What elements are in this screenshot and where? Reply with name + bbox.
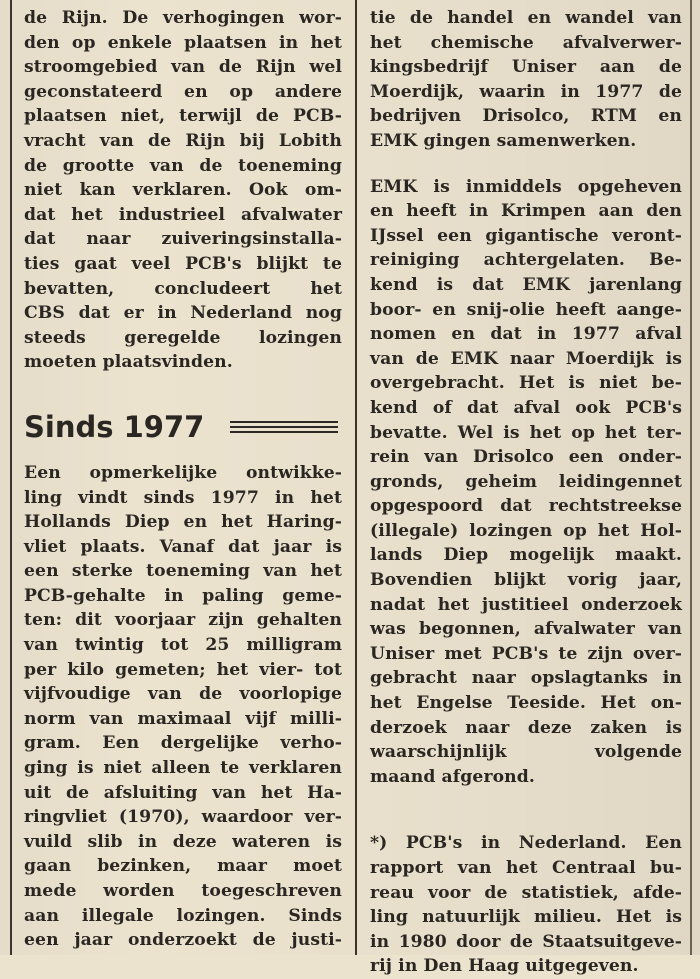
text-line: ging is niet alleen te verklaren — [24, 758, 342, 779]
subheading: Sinds 1977 — [24, 409, 205, 444]
text-line: nomen en dat in 1977 afval — [370, 324, 682, 345]
text-line: Uniser met PCB's te zijn over- — [370, 643, 682, 664]
column-divider-rule — [355, 0, 357, 955]
column2-paragraph-1 — [370, 6, 682, 154]
text-line: ling natuurlijk milieu. Het is — [370, 907, 682, 928]
text-line: kend is dat EMK jarenlang — [370, 274, 682, 295]
footnote — [370, 831, 682, 979]
text-line: waarschijnlijk volgende — [370, 742, 682, 763]
text-line: tie de handel en wandel van — [370, 8, 682, 28]
text-line: bedrijven Drisolco, RTM en — [370, 106, 682, 127]
text-line: (illegale) lozingen op het Hol- — [370, 520, 682, 541]
text-line: derzoek naar deze zaken is — [370, 717, 682, 738]
text-line: kend of dat afval ook PCB's — [370, 397, 682, 418]
text-line: vracht van de Rijn bij Lobith — [24, 130, 342, 151]
text-line: uit de afsluiting van het Ha- — [24, 782, 342, 803]
text-line: ten: dit voorjaar zijn gehalten — [24, 610, 342, 631]
column2-paragraph-2 — [370, 175, 682, 790]
text-line: gaan bezinken, maar moet — [24, 856, 342, 877]
text-line: en heeft in Krimpen aan den — [370, 201, 682, 222]
text-line: aan illegale lozingen. Sinds — [24, 905, 342, 926]
footnote-gap — [370, 789, 682, 831]
text-line: den op enkele plaatsen in het — [24, 32, 342, 53]
text-line: kingsbedrijf Uniser aan de — [370, 57, 682, 78]
text-line: was begonnen, afvalwater van — [370, 619, 682, 640]
text-line: ties gaat veel PCB's blijkt te — [24, 253, 342, 274]
text-line: Bovendien blijkt vorig jaar, — [370, 570, 682, 591]
text-line: EMK is inmiddels opgeheven — [370, 176, 682, 197]
text-line: maand afgerond. — [370, 766, 535, 787]
text-line: opgespoord dat rechtstreekse — [370, 496, 682, 517]
text-line: bevatten, concludeert het — [24, 278, 342, 299]
text-line: gebracht naar opslagtanks in — [370, 668, 682, 689]
text-line: boor- en snij-olie heeft aange- — [370, 299, 682, 320]
text-line: overgebracht. Het is niet be- — [370, 373, 682, 394]
text-line: rij in Den Haag uitgegeven. — [370, 956, 639, 977]
article-column-1 — [24, 6, 342, 953]
right-edge-rule — [690, 0, 692, 955]
text-line: gram. Een dergelijke verho- — [24, 733, 342, 754]
left-column-rule — [10, 0, 12, 955]
text-line: steeds geregelde lozingen — [24, 327, 342, 348]
text-line: norm van maximaal vijf milli- — [24, 708, 342, 729]
text-line: vijfvoudige van de voorlopige — [24, 684, 342, 705]
text-line: mede worden toegeschreven — [24, 881, 342, 901]
column1-paragraph-1 — [24, 6, 342, 375]
text-line: ringvliet (1970), waardoor ver- — [24, 807, 342, 828]
text-line: reau voor de statistiek, afde- — [370, 882, 682, 903]
text-line: per kilo gemeten; het vier- tot — [24, 659, 342, 680]
text-line: Moerdijk, waarin in 1977 de — [370, 81, 682, 102]
text-line: in 1980 door de Staatsuitgeve- — [370, 931, 682, 952]
text-line: een sterke toeneming van het — [24, 561, 342, 582]
text-line: gronds, geheim leidingennet — [370, 471, 682, 492]
text-line: vliet plaats. Vanaf dat jaar is — [24, 536, 342, 557]
text-line: PCB-gehalte in paling gemе- — [24, 585, 342, 606]
subheading-block — [24, 405, 342, 453]
text-line: niet kan verklaren. Ook om- — [24, 180, 342, 201]
text-line: dat het industrieel afvalwater — [24, 204, 342, 225]
text-line: geconstateerd en op andere — [24, 81, 342, 102]
text-line: van twintig tot 25 milligram — [24, 635, 342, 656]
text-line: moeten plaatsvinden. — [24, 352, 233, 373]
article-column-2 — [370, 6, 682, 979]
text-line: IJssel een gigantische veront- — [370, 225, 682, 246]
text-line: stroomgebied van de Rijn wel — [24, 57, 342, 78]
text-line: vuild slib in deze wateren is — [24, 831, 342, 852]
column1-paragraph-2 — [24, 461, 342, 953]
text-line: bevatte. Wel is het op het ter- — [370, 422, 682, 443]
paragraph-gap — [370, 154, 682, 175]
text-line: rein van Drisolco een onder- — [370, 447, 682, 468]
text-line: lands Diep mogelijk maakt. — [370, 545, 682, 566]
text-line: de Rijn. De verhogingen wor- — [24, 8, 342, 28]
text-line: een jaar onderzoekt de justi- — [24, 930, 342, 951]
text-line: ling vindt sinds 1977 in het — [24, 487, 342, 508]
text-line: nadat het justitieel onderzoek — [370, 594, 682, 615]
text-line: het chemische afvalverwer- — [370, 32, 682, 53]
text-line: dat naar zuiveringsinstalla- — [24, 229, 342, 250]
subheading-rules-decoration — [230, 421, 338, 437]
text-line: CBS dat er in Nederland nog — [24, 303, 342, 324]
text-line: plaatsen niet, terwijl de PCB- — [24, 106, 342, 127]
text-line: Een opmerkelijke ontwikke- — [24, 462, 342, 483]
text-line: van de EMK naar Moerdijk is — [370, 348, 682, 369]
text-line: het Engelse Teeside. Het on- — [370, 693, 682, 714]
text-line: *) PCB's in Nederland. Een — [370, 833, 682, 854]
text-line: rapport van het Centraal bu- — [370, 858, 682, 878]
text-line: de grootte van de toeneming — [24, 155, 342, 176]
text-line: Hollands Diep en het Haring- — [24, 512, 342, 533]
text-line: EMK gingen samenwerken. — [370, 130, 637, 151]
text-line: reiniging achtergelaten. Be- — [370, 250, 682, 271]
